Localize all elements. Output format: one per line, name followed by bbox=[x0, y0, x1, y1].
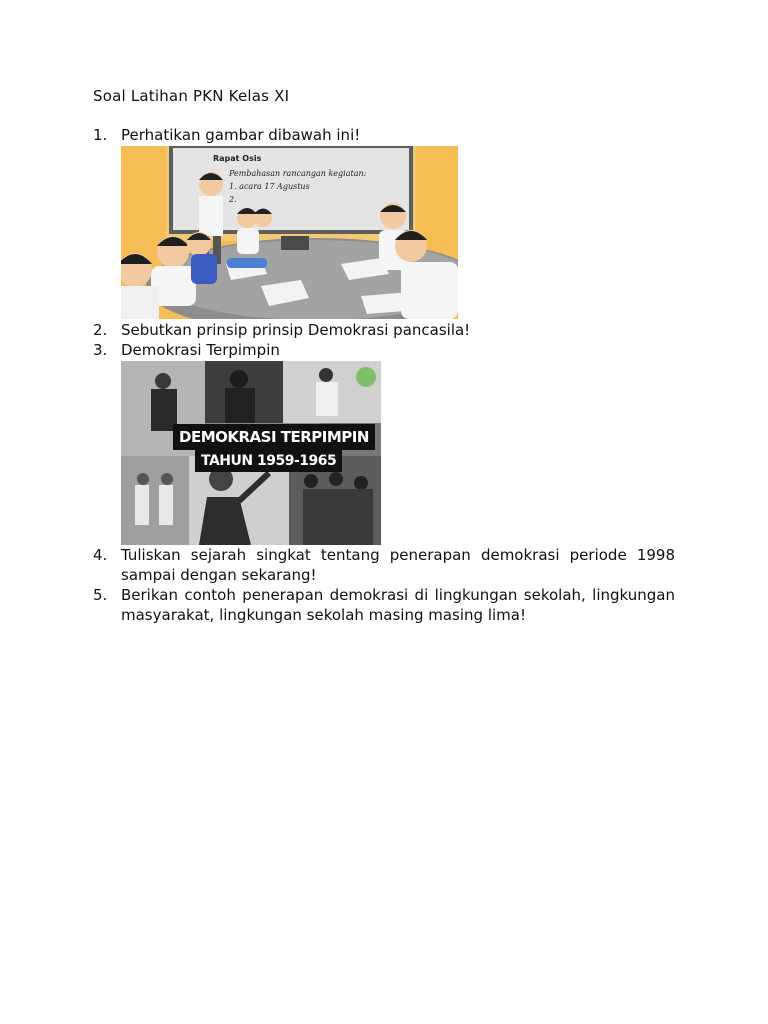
question-4 bbox=[93, 545, 675, 585]
board-title: Rapat Osis bbox=[213, 154, 262, 163]
question-number: 5. bbox=[93, 586, 108, 604]
collage-banner-years: TAHUN 1959-1965 bbox=[195, 450, 342, 472]
board-line-3: 2. bbox=[229, 195, 237, 204]
question-number: 4. bbox=[93, 546, 108, 564]
question-number: 2. bbox=[93, 321, 108, 339]
question-2 bbox=[93, 320, 675, 340]
question-1 bbox=[93, 125, 675, 145]
question-text: Demokrasi Terpimpin bbox=[121, 341, 280, 359]
demokrasi-terpimpin-collage bbox=[121, 361, 381, 545]
board-line-1: Pembahasan rancangan kegiatan: bbox=[229, 169, 367, 178]
question-number: 1. bbox=[93, 126, 108, 144]
question-text: Perhatikan gambar dibawah ini! bbox=[121, 126, 361, 144]
question-number: 3. bbox=[93, 341, 108, 359]
collage-banner-title: DEMOKRASI TERPIMPIN bbox=[173, 424, 375, 450]
question-text: Tuliskan sejarah singkat tentang penerapan demokrasi periode 1998 sampai dengan sekarang! bbox=[121, 546, 675, 584]
meeting-illustration bbox=[121, 146, 458, 319]
board-line-2: 1. acara 17 Agustus bbox=[229, 182, 310, 191]
question-text: Berikan contoh penerapan demokrasi di lingkungan sekolah, lingkungan masyarakat, lingkungan sekolah masing masing lima! bbox=[121, 586, 675, 624]
question-5 bbox=[93, 585, 675, 625]
question-text: Sebutkan prinsip prinsip Demokrasi pancasila! bbox=[121, 321, 471, 339]
document-title: Soal Latihan PKN Kelas XI bbox=[93, 87, 290, 105]
question-3 bbox=[93, 340, 675, 360]
